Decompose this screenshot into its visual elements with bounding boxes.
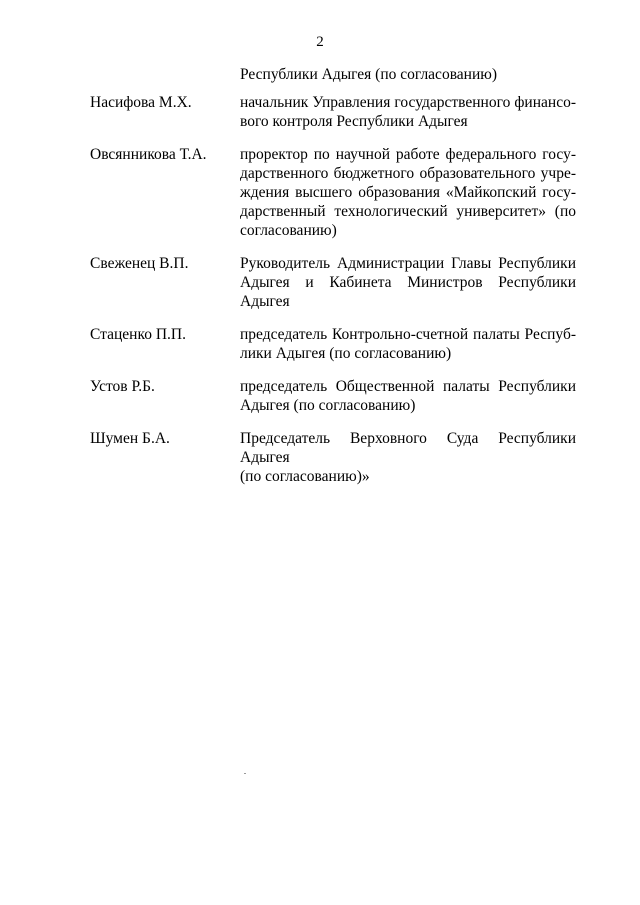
member-name: Стаценко П.П. <box>90 326 186 343</box>
member-name: Овсянникова Т.А. <box>90 146 207 163</box>
member-row <box>0 325 640 363</box>
role-line: председатель Контрольно-счетной палаты Респуб- <box>240 326 576 343</box>
member-role <box>240 325 576 363</box>
member-role <box>240 429 576 486</box>
member-role <box>240 93 576 131</box>
role-line: Руководитель Администрации Главы Республики <box>240 255 576 272</box>
member-name: Насифова М.Х. <box>90 94 192 111</box>
member-name: Свеженец В.П. <box>90 255 189 272</box>
member-role <box>240 254 576 311</box>
role-line: проректор по научной работе федерального госу- <box>240 146 576 163</box>
role-line: ждения высшего образования «Майкопский госу- <box>240 184 576 201</box>
role-line: Адыгея и Кабинета Министров Республики Адыгея <box>240 274 576 310</box>
role-line: согласованию) <box>240 222 337 239</box>
member-name: Устов Р.Б. <box>90 378 155 395</box>
role-line: лики Адыгея (по согласованию) <box>240 345 452 362</box>
scan-speck <box>244 773 246 774</box>
member-list <box>0 93 640 500</box>
role-line: вого контроля Республики Адыгея <box>240 113 468 130</box>
page-number: 2 <box>316 34 324 50</box>
continuation-text: Республики Адыгея (по согласованию) <box>240 66 498 83</box>
role-line: начальник Управления государственного финансо- <box>240 94 576 111</box>
role-line: Председатель Верховного Суда Республики Адыгея <box>240 430 576 466</box>
role-line: дарственный технологический университет» (по <box>240 203 576 220</box>
member-role <box>240 377 576 415</box>
role-line: председатель Общественной палаты Республики <box>240 378 576 395</box>
member-row <box>0 254 640 311</box>
member-row <box>0 429 640 486</box>
member-row <box>0 377 640 415</box>
member-row <box>0 93 640 131</box>
role-line: (по согласованию)» <box>240 468 370 485</box>
member-name: Шумен Б.А. <box>90 430 170 447</box>
role-line: Адыгея (по согласованию) <box>240 397 416 414</box>
member-role <box>240 145 576 240</box>
member-row <box>0 145 640 240</box>
role-line: дарственного бюджетного образовательного учре- <box>240 165 576 182</box>
